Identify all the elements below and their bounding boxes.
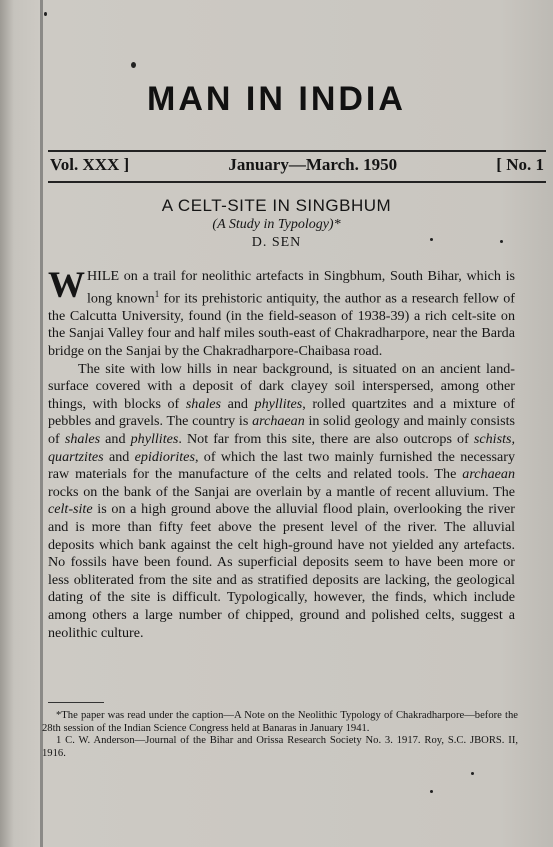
p1-text-start: HILE on a trail for neolithic artefacts in Singbhum, South Bihar, which is long known bbox=[87, 268, 515, 307]
scan-speck bbox=[44, 12, 47, 16]
p2-italic-term: archaean bbox=[462, 466, 515, 483]
footnote-star: *The paper was read under the caption—A Note on the Neolithic Typology of Chakradharpore—before the 28th session of the Indian Science Congress held at Banaras in January 1941. bbox=[42, 710, 518, 734]
p2-segment: in solid geology and mainly consists of bbox=[48, 413, 516, 448]
footnote-divider bbox=[48, 702, 104, 703]
p2-segment: rocks on the bank of the Sanjai are overlain by a mantle of recent alluvium. The bbox=[48, 483, 515, 500]
p2-italic-term: shales bbox=[64, 431, 101, 448]
p2-italic-term: archaean bbox=[252, 413, 305, 430]
issue-number: [ No. 1 bbox=[496, 155, 544, 174]
p2-segment: , of which the last two mainly furnished the necessary raw materials for the manufacture of the celts and related tools. The bbox=[48, 448, 515, 483]
scan-speck bbox=[500, 240, 503, 243]
p2-segment: is on a high ground above the alluvial flood plain, overlooking the river and is more than fifty feet above the present level of the river. The alluvial deposits which bank against the celt high-ground have not yielded any artefacts. No fossils have been found. As superficial deposits seem to have been more or less obliterated from the site and as stratified deposits are lacking, the geological dating of the site is difficult. Typologically, however, the finds, which include among others a large number of chipped, ground and polished celts, suggest a neolithic culture. bbox=[48, 501, 515, 641]
article-subtitle: (A Study in Typology)* bbox=[212, 217, 341, 232]
footnotes bbox=[42, 710, 518, 760]
p2-italic-term: epidiorites bbox=[134, 448, 195, 465]
p2-italic-term: phyllites bbox=[130, 431, 179, 448]
p2-italic-term: schists, quartzites bbox=[48, 431, 515, 465]
p2-italic-term: celt-site bbox=[48, 501, 93, 518]
article-author: D. SEN bbox=[251, 235, 302, 250]
p2-italic-term: shales bbox=[185, 395, 222, 412]
article-title: A CELT-SITE IN SINGBHUM bbox=[161, 196, 392, 215]
scan-speck bbox=[471, 772, 474, 775]
p2-italic-term: phyllites bbox=[254, 395, 303, 412]
scan-speck bbox=[430, 790, 433, 793]
p2-segment: , rolled quartzites and a mixture of pebbles and gravels. The country is bbox=[48, 395, 515, 430]
paragraph-1 bbox=[48, 265, 515, 361]
footnote-ref-1: 1 bbox=[154, 288, 160, 299]
article-body bbox=[48, 265, 516, 642]
p2-segment: and bbox=[100, 431, 131, 448]
volume-label: Vol. XXX ] bbox=[50, 155, 130, 174]
journal-title: MAN IN INDIA bbox=[147, 80, 406, 118]
issue-line bbox=[50, 155, 544, 175]
p1-text-end: for its prehistoric antiquity, the author as a research fellow of the Calcutta University, found (in the field-season of 1938-39) a rich celt-site on the Sanjai Valley four and half miles south-east of Chakradharpore, near the Barda bridge on the Sanjai by the Chakradharpore-Chaibasa road. bbox=[48, 290, 515, 360]
paragraph-2 bbox=[48, 361, 515, 643]
p2-segment: . Not far from this site, there are also outcrops of bbox=[178, 431, 474, 448]
p2-segment: and bbox=[103, 448, 135, 465]
header-rule-bottom bbox=[48, 181, 546, 183]
p2-segment: and bbox=[221, 395, 255, 412]
drop-cap: W bbox=[48, 265, 85, 306]
scan-speck bbox=[430, 238, 433, 241]
header-rule-top bbox=[48, 150, 546, 152]
scan-speck bbox=[131, 62, 136, 68]
issue-date: January—March. 1950 bbox=[228, 155, 398, 174]
p2-segment: The site with low hills in near background, is situated on an ancient land-surface covered with a deposit of dark clayey soil interspersed, among other things, with blocks of bbox=[48, 360, 515, 412]
footnote-1: 1 C. W. Anderson—Journal of the Bihar and Orissa Research Society No. 3. 1917. Roy, S.C. JBORS. II, 1916. bbox=[42, 735, 518, 759]
